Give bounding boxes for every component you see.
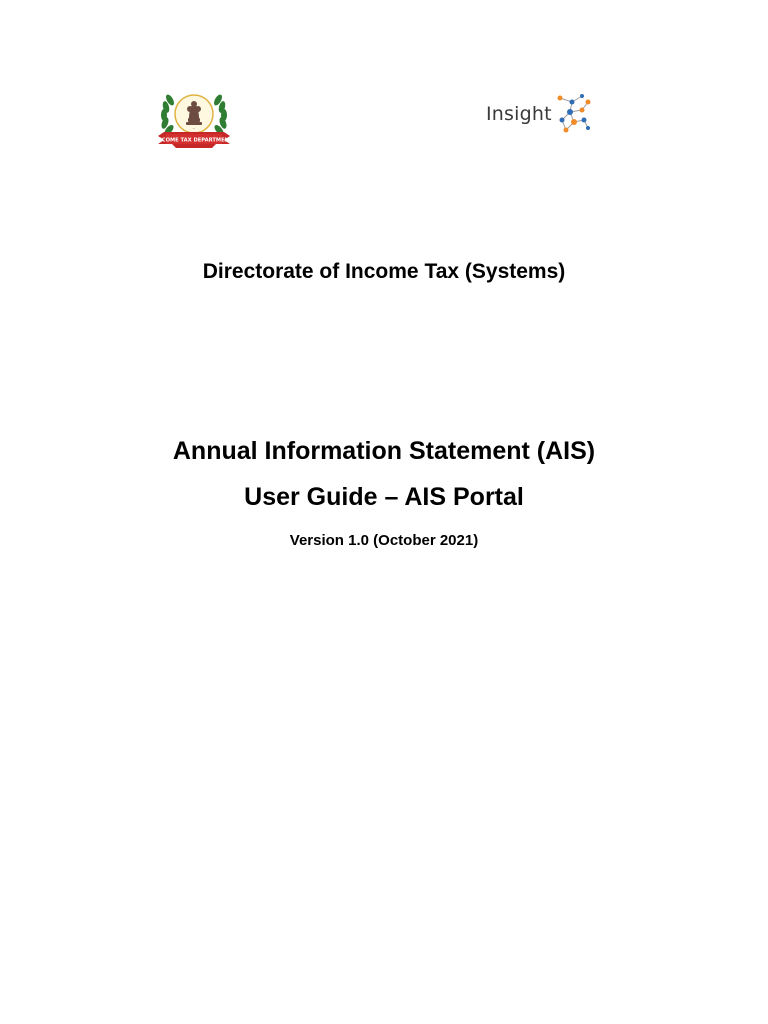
svg-text:~: ~ [192, 127, 196, 131]
document-title: Annual Information Statement (AIS) [172, 437, 596, 465]
document-version: Version 1.0 (October 2021) [289, 532, 479, 549]
insight-logo [484, 92, 596, 138]
insight-logo-word: Insight [486, 103, 552, 125]
network-nodes-icon [552, 92, 594, 138]
emblem-ribbon-text: INCOME TAX DEPARTMENT [155, 137, 233, 144]
organization-name: Directorate of Income Tax (Systems) [202, 260, 566, 283]
document-subtitle: User Guide – AIS Portal [244, 483, 524, 511]
income-tax-department-emblem-icon [154, 88, 234, 150]
